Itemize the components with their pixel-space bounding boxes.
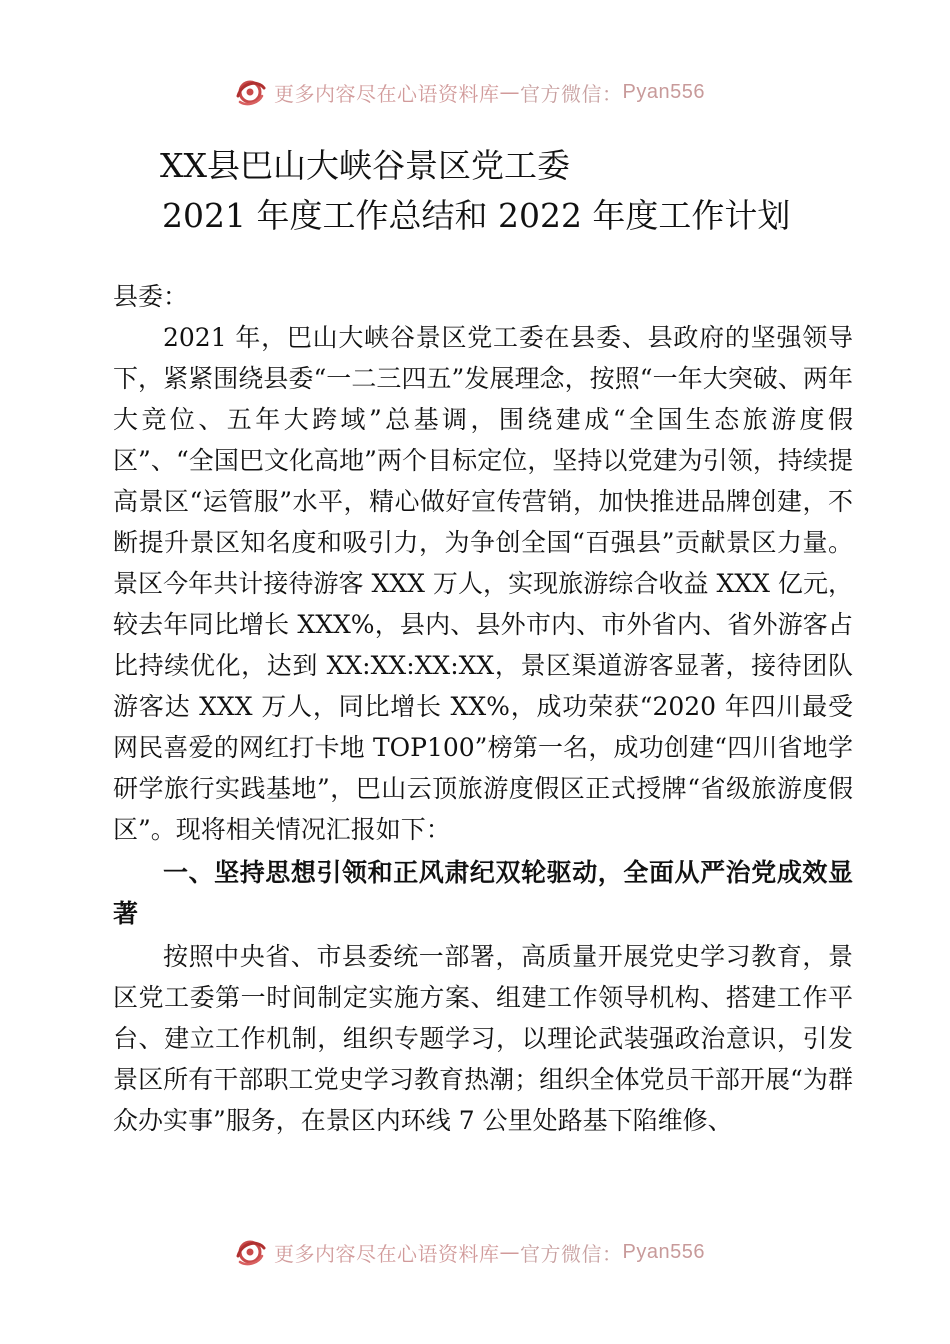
banner-account: Pyan556 — [622, 80, 705, 103]
document-title-line-2: 2021 年度工作总结和 2022 年度工作计划 — [162, 196, 791, 235]
banner-dash: — — [499, 1240, 520, 1264]
banner-text: 更多内容尽在心语资料库 — [274, 81, 500, 106]
red-swirl-logo-icon — [232, 74, 268, 110]
footer-banner — [232, 1232, 705, 1272]
banner-dash: — — [499, 80, 520, 104]
banner-account: Pyan556 — [622, 1240, 705, 1263]
document-body — [113, 276, 853, 1141]
section-1-heading: 一、坚持思想引领和正风肃纪双轮驱动，全面从严治党成效显著 — [113, 858, 853, 928]
salutation: 县委： — [113, 282, 189, 311]
section-1-paragraph: 按照中央省、市县委统一部署，高质量开展党史学习教育，景区党工委第一时间制定实施方案、组建工作领导机构、搭建工作平台、建立工作机制，组织专题学习，以理论武装强政治意识，引发景区所有干部职工党史学习教育热潮；组织全体党员干部开展“为群众办实事”服务，在景区内环线 7 公里处路基下陷维修、 — [113, 942, 853, 1135]
red-swirl-logo-icon — [232, 1234, 268, 1270]
banner-text: 更多内容尽在心语资料库 — [274, 1241, 500, 1266]
banner-wechat-label: 官方微信： — [520, 81, 623, 106]
banner-wechat-label: 官方微信： — [520, 1241, 623, 1266]
document-title-line-1: XX县巴山大峡谷景区党工委 — [160, 146, 570, 185]
header-banner — [232, 72, 705, 112]
intro-paragraph: 2021 年，巴山大峡谷景区党工委在县委、县政府的坚强领导下，紧紧围绕县委“一二三四五”发展理念，按照“一年大突破、两年大竞位、五年大跨域”总基调，围绕建成“全国生态旅游度假区”、“全国巴文化高地”两个目标定位，坚持以党建为引领，持续提高景区“运管服”水平，精心做好宣传营销，加快推进品牌创建，不断提升景区知名度和吸引力，为争创全国“百强县”贡献景区力量。景区今年共计接待游客 XXX 万人，实现旅游综合收益 XXX 亿元，较去年同比增长 XXX%，县内、县外市内、市外省内、省外游客占比持续优化，达到 XX:XX:XX:XX，景区渠道游客显著，接待团队游客达 XXX 万人，同比增长 XX%，成功荣获“2020 年四川最受网民喜爱的网红打卡地 TOP100”榜第一名，成功创建“四川省地学研学旅行实践基地”，巴山云顶旅游度假区正式授牌“省级旅游度假区”。现将相关情况汇报如下： — [113, 323, 853, 844]
